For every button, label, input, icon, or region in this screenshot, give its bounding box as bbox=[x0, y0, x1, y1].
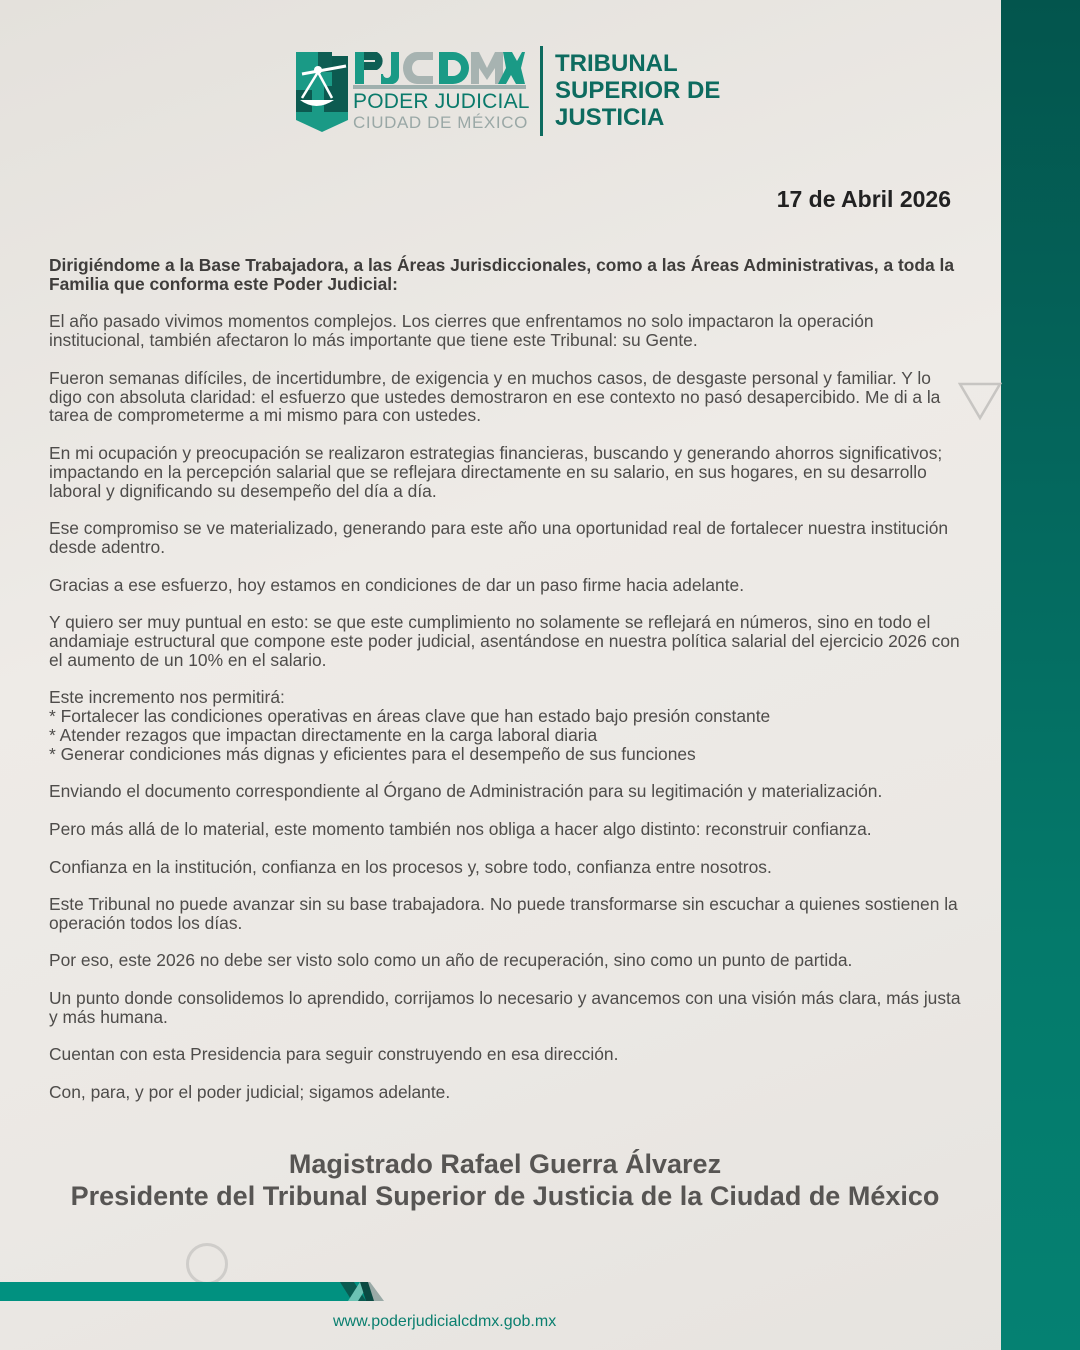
list-item: * Generar condiciones más dignas y eficientes para el desempeño de sus funciones bbox=[49, 743, 696, 764]
signatory-title: Presidente del Tribunal Superior de Justicia de la Ciudad de México bbox=[70, 1181, 940, 1211]
triangle-decoration-icon bbox=[958, 382, 1002, 422]
letter-body bbox=[49, 256, 961, 1121]
chevron-decoration-icon bbox=[340, 1282, 396, 1301]
list-item: * Atender rezagos que impactan directamente en la carga laboral diaria bbox=[49, 724, 598, 745]
signature-block bbox=[0, 1148, 1010, 1212]
pjcdmx-logo bbox=[296, 46, 726, 138]
paragraph: Este Tribunal no puede avanzar sin su base trabajadora. No puede transformarse sin escuchar a quienes sostienen la operación todos los días. bbox=[49, 894, 958, 933]
logo-ciudad-de-mexico: CIUDAD DE MÉXICO bbox=[353, 113, 528, 132]
paragraph: Cuentan con esta Presidencia para seguir construyendo en esa dirección. bbox=[49, 1044, 619, 1065]
pjcdmx-wordmark bbox=[353, 50, 525, 86]
list-item: * Fortalecer las condiciones operativas en áreas clave que han estado bajo presión constante bbox=[49, 706, 771, 727]
benefits-list bbox=[49, 688, 961, 763]
logo-poder-judicial: PODER JUDICIAL bbox=[353, 90, 530, 113]
signatory-name: Magistrado Rafael Guerra Álvarez bbox=[288, 1149, 722, 1179]
paragraph: El año pasado vivimos momentos complejos. Los cierres que enfrentamos no solo impactaron la operación institucional, también afectaron lo más importante que tiene este Tribunal: su Gente. bbox=[49, 311, 874, 351]
paragraph: Gracias a ese esfuerzo, hoy estamos en condiciones de dar un paso firme hacia adelante. bbox=[49, 574, 745, 595]
logo-divider bbox=[540, 46, 543, 136]
paragraph: Fueron semanas difíciles, de incertidumbre, de exigencia y en muchos casos, de desgaste personal y familiar. Y lo digo con absoluta claridad: el esfuerzo que ustedes demostraron en ese contexto no pasó desapercibido. Me di a la tarea de comprometerme a mi mismo para con ustedes. bbox=[49, 367, 941, 426]
side-accent-band bbox=[1001, 0, 1080, 1350]
paragraph: Confianza en la institución, confianza en los procesos y, sobre todo, confianza entre nosotros. bbox=[49, 856, 772, 877]
paragraph: Con, para, y por el poder judicial; sigamos adelante. bbox=[49, 1082, 451, 1103]
paragraph: En mi ocupación y preocupación se realizaron estrategias financieras, buscando y generando ahorros significativos; impactando en la percepción salarial que se reflejara directamente en su salario, en sus hogares, en su desarrollo laboral y dignificando su desempeño del día a día. bbox=[49, 442, 943, 501]
footer-accent-bar bbox=[0, 1282, 370, 1301]
wordmark-underline bbox=[353, 85, 526, 89]
letter-date: 17 de Abril 2026 bbox=[776, 186, 951, 212]
paragraph: Por eso, este 2026 no debe ser visto solo como un año de recuperación, sino como un punto de partida. bbox=[49, 950, 853, 971]
website-link[interactable]: www.poderjudicialcdmx.gob.mx bbox=[333, 1313, 557, 1330]
institution-name: TRIBUNAL SUPERIOR DE JUSTICIA bbox=[555, 50, 721, 131]
paragraph: Enviando el documento correspondiente al Órgano de Administración para su legitimación y materialización. bbox=[49, 781, 883, 802]
paragraph: Y quiero ser muy puntual en esto: se que este cumplimiento no solamente se reflejará en números, sino en todo el andamiaje estructural que compone este poder judicial, asentándose en nuestra política salarial del ejercicio 2026 con el aumento de un 10% en el salario. bbox=[49, 612, 960, 670]
circle-decoration-icon bbox=[186, 1243, 228, 1285]
list-intro: Este incremento nos permitirá: bbox=[49, 687, 285, 708]
salutation: Dirigiéndome a la Base Trabajadora, a las Áreas Jurisdiccionales, como a las Áreas Administrativas, a toda la Familia que conforma este Poder Judicial: bbox=[49, 255, 955, 294]
paragraph: Pero más allá de lo material, este momento también nos obliga a hacer algo distinto: reconstruir confianza. bbox=[49, 818, 872, 839]
paragraph: Ese compromiso se ve materializado, generando para este año una oportunidad real de fortalecer nuestra institución desde adentro. bbox=[49, 518, 949, 557]
scales-of-justice-icon bbox=[296, 50, 348, 132]
paragraph: Un punto donde consolidemos lo aprendido, corrijamos lo necesario y avancemos con una visión más clara, más justa y más humana. bbox=[49, 988, 961, 1027]
